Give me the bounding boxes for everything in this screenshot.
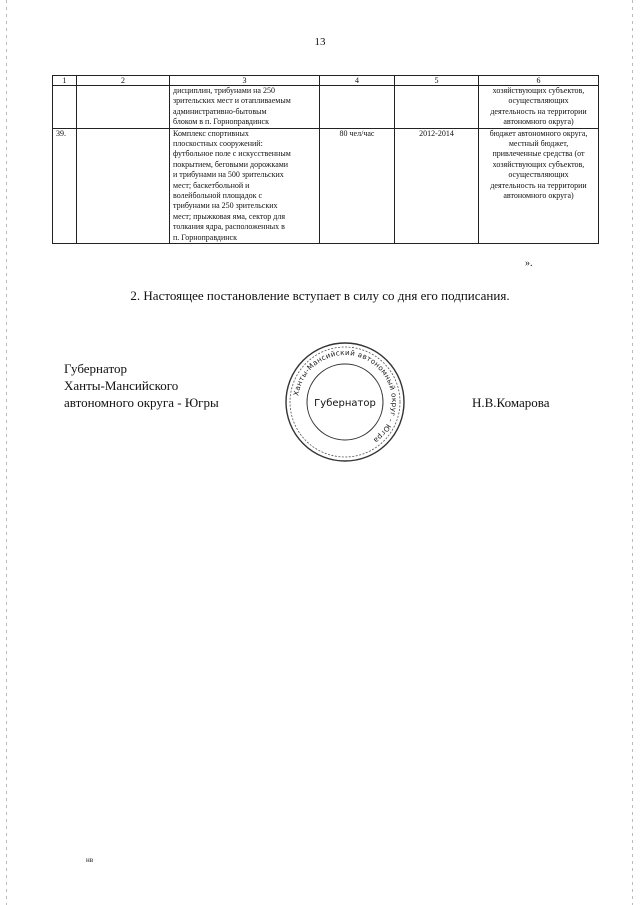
- table-header-cell: 1: [53, 76, 77, 86]
- cell-line: автономного округа): [503, 191, 574, 201]
- cell-line: покрытием, беговыми дорожками: [173, 159, 289, 169]
- table-body: [53, 86, 599, 244]
- seal-ring-textpath: Ханты-Мансийский автономный округ - Югра: [291, 347, 400, 446]
- table-row: [53, 86, 599, 129]
- cell-line: мест; баскетбольной и: [173, 180, 250, 190]
- column-2-cell: [77, 128, 170, 243]
- row-number-cell: [53, 86, 77, 129]
- footer-mark: нв: [86, 856, 94, 864]
- cell-line: мест; прыжковая яма, сектор для: [173, 211, 285, 221]
- signature-title-line: Ханты-Мансийского: [64, 378, 179, 393]
- cell-line: хозяйствующих субъектов,: [492, 159, 585, 169]
- closing-quote: ».: [525, 258, 533, 269]
- cell-line: волейбольной площадок с: [173, 191, 263, 201]
- table-row: [53, 128, 599, 243]
- cell-line: и трибунами на 500 зрительских: [173, 170, 284, 180]
- period-cell: [395, 86, 479, 129]
- cell-line: п. Горноправдинск: [173, 232, 237, 242]
- table-header-cell: 5: [395, 76, 479, 86]
- cell-line: трибунами на 250 зрительских: [173, 201, 278, 211]
- table-header-cell: 2: [77, 76, 170, 86]
- cell-line: местный бюджет,: [508, 139, 569, 149]
- cell-line: осуществляющих: [508, 170, 569, 180]
- period-cell: 2012-2014: [395, 128, 479, 243]
- cell-line: блоком в п. Горноправдинск: [173, 117, 269, 127]
- cell-line: плоскостных сооружений:: [173, 139, 263, 149]
- cell-line: Комплекс спортивных: [173, 128, 249, 138]
- funding-cell: [479, 86, 599, 129]
- column-2-cell: [77, 86, 170, 129]
- cell-line: футбольное поле с искусственным: [173, 149, 291, 159]
- seal-center-text: Губернатор: [314, 398, 376, 409]
- row-number-cell: 39.: [53, 128, 77, 243]
- cell-line: привлеченные средства (от: [492, 149, 585, 159]
- resolution-text: 2. Настоящее постановление вступает в силу со дня его подписания.: [130, 288, 510, 303]
- cell-line: административно-бытовым: [173, 106, 267, 116]
- funding-cell: [479, 128, 599, 243]
- table-header-cell: 4: [320, 76, 395, 86]
- cell-line: хозяйствующих субъектов,: [492, 86, 585, 95]
- signature-title-line: Губернатор: [64, 361, 127, 376]
- signatory-name: Н.В.Комарова: [472, 395, 550, 410]
- description-cell: [170, 86, 320, 129]
- cell-line: зрительских мест и отапливаемым: [173, 96, 291, 106]
- table-header-cell: 6: [479, 76, 599, 86]
- program-table: [52, 75, 599, 244]
- cell-line: толкания ядра, расположенных в: [173, 222, 285, 232]
- capacity-cell: 80 чел/час: [320, 128, 395, 243]
- page-number: 13: [314, 36, 326, 48]
- cell-line: деятельность на территории: [490, 180, 587, 190]
- description-cell: [170, 128, 320, 243]
- cell-line: осуществляющих: [508, 96, 569, 106]
- table-header-row: [53, 76, 599, 86]
- cell-line: дисциплин, трибунами на 250: [173, 86, 275, 95]
- cell-line: бюджет автономного округа,: [489, 128, 588, 138]
- scan-edge-left: [6, 0, 7, 905]
- capacity-cell: [320, 86, 395, 129]
- signature-title: [64, 360, 219, 411]
- cell-line: деятельность на территории: [490, 106, 587, 116]
- cell-line: автономного округа): [503, 117, 574, 127]
- scan-edge-right: [632, 0, 633, 905]
- table-header-cell: 3: [170, 76, 320, 86]
- official-seal: [283, 340, 407, 464]
- signature-title-line: автономного округа - Югры: [64, 395, 219, 410]
